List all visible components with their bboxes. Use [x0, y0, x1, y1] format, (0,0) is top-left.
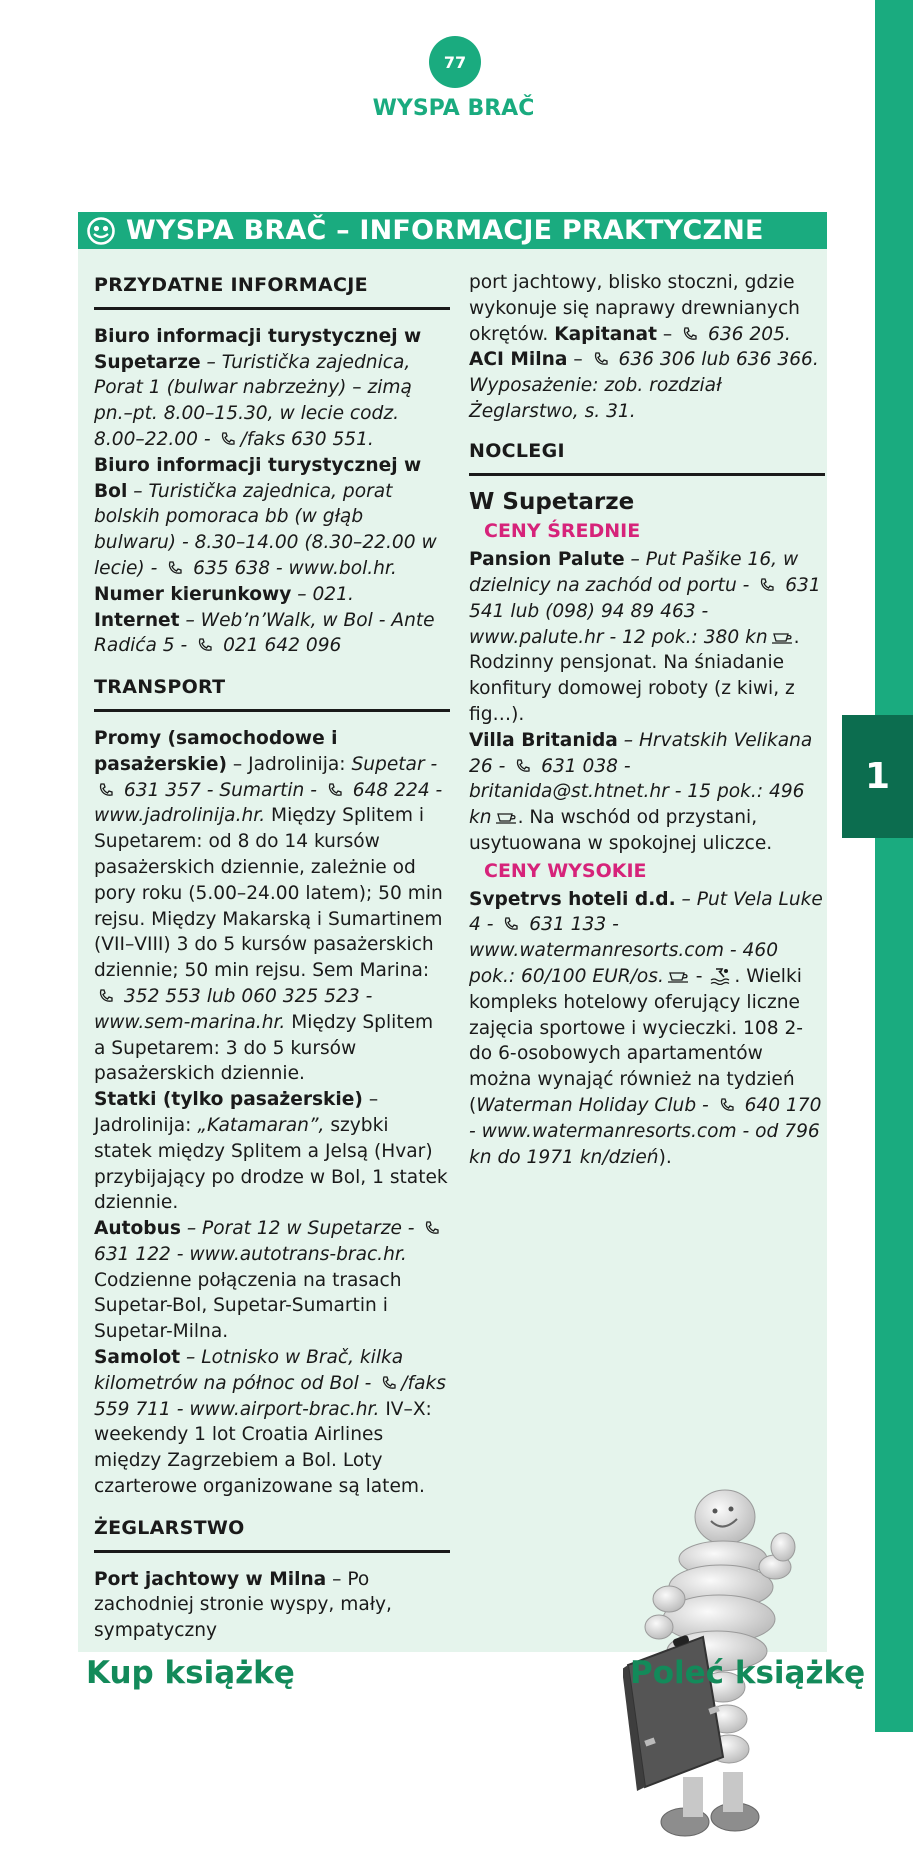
left-column	[94, 265, 450, 1644]
phone-icon	[167, 560, 183, 576]
entry-internet: Internet – Web’n’Walk, w Bol - Ante Radića 5 - 021 642 096	[94, 609, 435, 657]
phone-icon	[98, 988, 114, 1004]
bibendum-face-icon	[86, 217, 116, 245]
entry-bus: Autobus – Porat 12 w Supetarze - 631 122 - www.autotrans-brac.hr. Codzienne połączenia na trasach Supetar-Bol, Supetar-Sumartin i Supetar-Milna.	[94, 1216, 450, 1345]
box-title: WYSPA BRAČ – INFORMACJE PRAKTYCZNE	[126, 215, 764, 246]
chapter-number: 1	[864, 756, 891, 797]
phone-icon	[220, 431, 236, 447]
entry-ferries: Promy (samochodowe i pasażerskie) – Jadrolinija: Supetar - 631 357 - Sumartin - 648 224 - www.jadrolinija.hr. Między Splitem i Supetarem: od 8 do 14 kursów pasażerskich dziennie, zależnie od pory roku (5.00–24.00 latem); 50 min rejsu. Między Makarską i Sumartinem (VII–VIII) 3 do 5 kursów pasażerskich dziennie; 50 min rejsu. Sem Marina: 352 553 lub 060 325 523 - www.sem-marina.hr. Między Splitem a Supetarem: 3 do 5 kursów pasażerskich dziennie.	[94, 727, 443, 1085]
page-number	[429, 36, 481, 88]
page-header: WYSPA BRAČ	[372, 96, 535, 121]
info-box	[78, 212, 827, 1652]
chapter-tab	[842, 715, 913, 838]
section-sailing: ŻEGLARSTWO	[94, 1508, 450, 1553]
phone-icon	[503, 916, 519, 932]
phone-icon	[593, 351, 609, 367]
price-category-high: CENY WYSOKIE	[484, 859, 647, 882]
section-transport: TRANSPORT	[94, 667, 450, 712]
side-stripe	[875, 0, 913, 1732]
swimming-pool-icon	[710, 967, 732, 985]
phone-icon	[424, 1220, 440, 1236]
entry-area-code: Numer kierunkowy – 021.	[94, 583, 354, 605]
phone-icon	[327, 782, 343, 798]
breakfast-cup-icon	[772, 632, 794, 644]
phone-icon	[719, 1097, 735, 1113]
phone-icon	[197, 637, 213, 653]
right-column	[469, 270, 825, 1170]
phone-icon	[381, 1375, 397, 1391]
box-title-bar	[78, 212, 827, 249]
entry-pansion-palute: Pansion Palute – Put Pašike 16, w dzielnicy na zachód od portu - 631 541 lub (098) 94 89 463 - www.palute.hr - 12 pok.: 380 kn . Rodzinny pensjonat. Na śniadanie konfitury domowej roboty (z kiwi, z fig…).	[469, 549, 821, 725]
entry-tourist-office-bol: Biuro informacji turystycznej w Bol – Turistička zajednica, porat bolskih pomoraca bb (w głąb bulwaru) - 8.30–14.00 (8.30–22.00 w lecie) - 635 638 - www.bol.hr.	[94, 454, 437, 579]
page-number-text: 77	[443, 52, 467, 72]
buy-book-link[interactable]: Kup książkę	[86, 1655, 295, 1691]
entry-svpetrvs-hoteli: Svpetrvs hoteli d.d. – Put Vela Luke 4 - 631 133 - www.watermanresorts.com - 460 pok.: 60/100 EUR/os. - . Wielki kompleks hotelowy oferujący liczne zajęcia sportowe i wycieczki. 108 2- do 6-osobowych apartamentów można wynająć również na tydzień (Waterman Holiday Club - 640 170 - www.watermanresorts.com - od 796 kn do 1971 kn/dzień).	[469, 888, 823, 1168]
phone-icon	[682, 326, 698, 342]
entry-ships: Statki (tylko pasażerskie) – Jadrolinija: „Katamaran”, szybki statek między Splitem a Jelsą (Hvar) przybijający po drodze w Bol, 1 statek dziennie.	[94, 1089, 448, 1214]
entry-plane: Samolot – Lotnisko w Brač, kilka kilometrów na północ od Bol - /faks 559 711 - www.airport-brac.hr. IV–X: weekendy 1 lot Croatia Airlines między Zagrzebiem a Bol. Loty czarterowe organizowane są latem.	[94, 1347, 446, 1498]
phone-icon	[759, 577, 775, 593]
entry-villa-britanida: Villa Britanida – Hrvatskih Velikana 26 - 631 038 - britanida@st.htnet.hr - 15 pok.: 496 kn . Na wschód od przystani, usytuowana w spokojnej uliczce.	[469, 729, 813, 854]
entry-aci-milna: ACI Milna – 636 306 lub 636 366. Wyposażenie: zob. rozdział Żeglarstwo, s. 31.	[469, 349, 819, 422]
recommend-book-link[interactable]: Poleć książkę	[630, 1655, 866, 1691]
section-useful-info: PRZYDATNE INFORMACJE	[94, 265, 450, 310]
entry-milna-marina: Port jachtowy w Milna – Po zachodniej stronie wyspy, mały, sympatyczny	[94, 1568, 392, 1642]
entry-tourist-office-supetar: Biuro informacji turystycznej w Supetarze – Turistička zajednica, Porat 1 (bulwar nabrzeżny) – zimą pn.–pt. 8.00–15.30, w lecie codz. 8.00–22.00 - /faks 630 551.	[94, 325, 422, 450]
section-accommodation: NOCLEGI	[469, 431, 825, 476]
phone-icon	[515, 758, 531, 774]
subsection-supetar: W Supetarze	[469, 488, 635, 515]
breakfast-cup-icon	[496, 812, 518, 824]
price-category-medium: CENY ŚREDNIE	[484, 520, 641, 543]
breakfast-cup-icon	[668, 971, 690, 983]
phone-icon	[98, 782, 114, 798]
entry-milna-marina-cont: port jachtowy, blisko stoczni, gdzie wykonuje się naprawy drewnianych okrętów. Kapitanat – 636 205.	[469, 272, 800, 345]
